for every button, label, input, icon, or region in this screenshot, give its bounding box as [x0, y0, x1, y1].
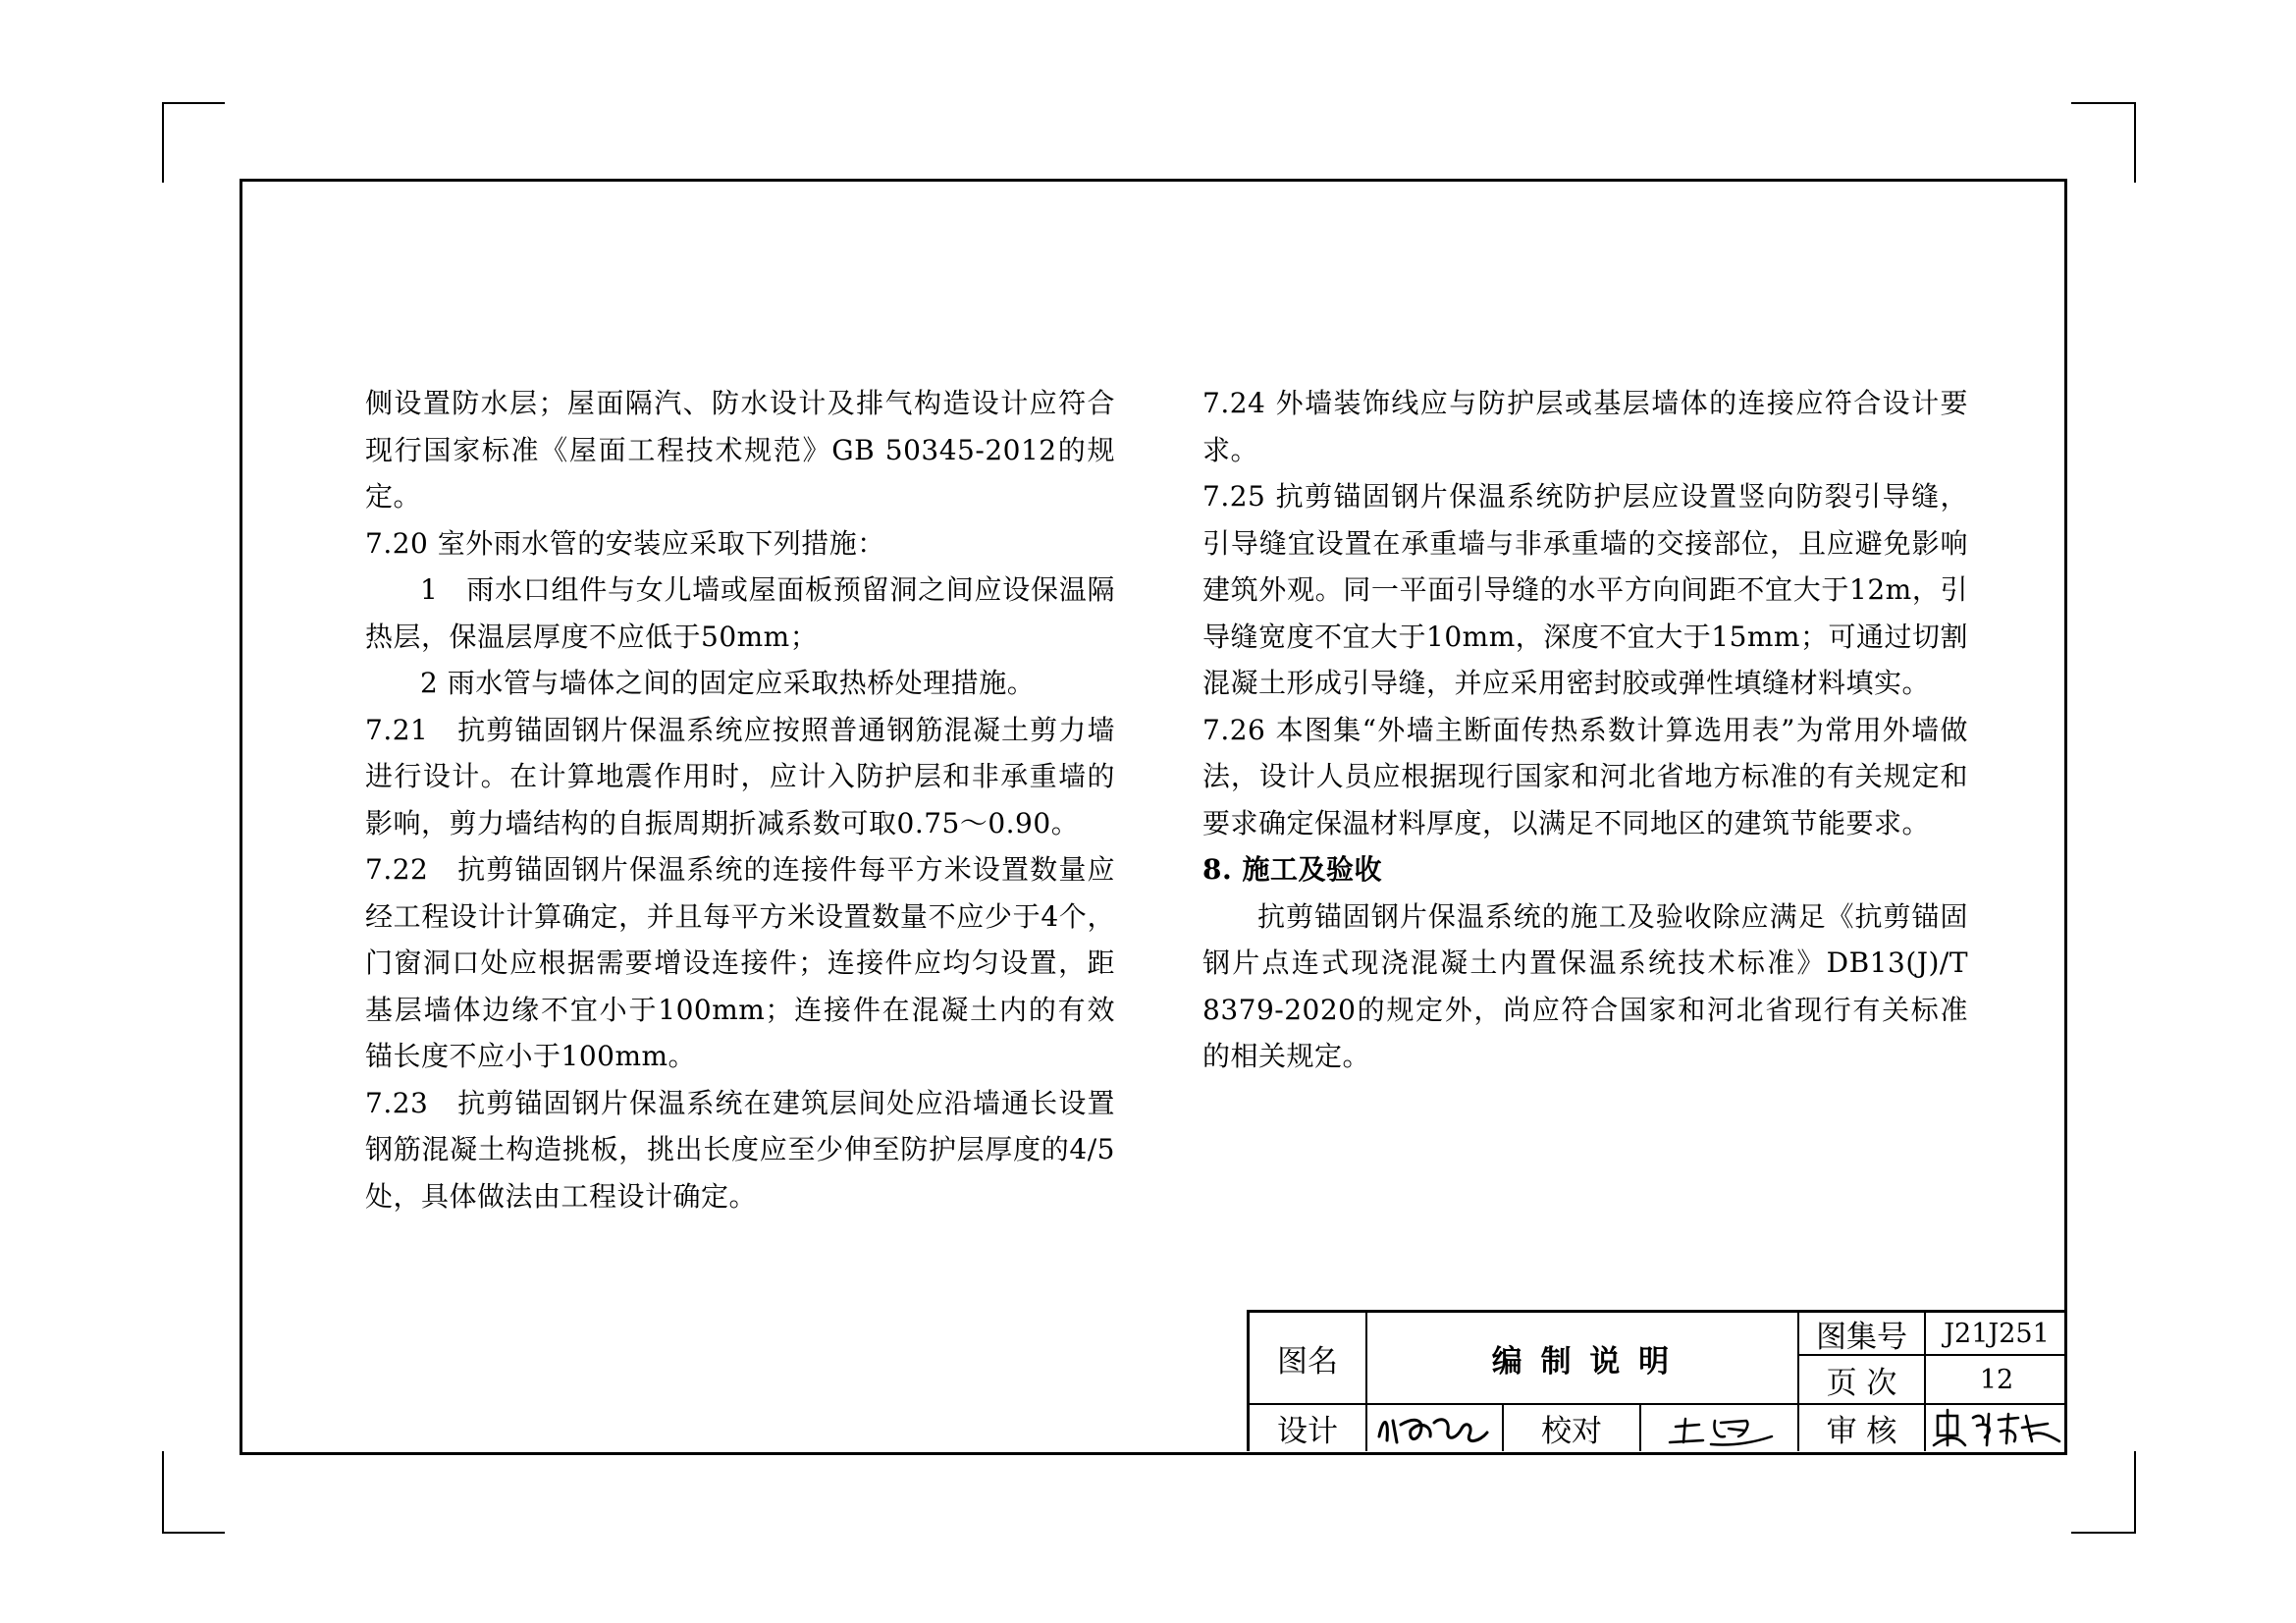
paragraph: 7.21 抗剪锚固钢片保温系统应按照普通钢筋混凝土剪力墙进行设计。在计算地震作用时，应计入防护层和非承重墙的影响，剪力墙结构的自振周期折减系数可取0.75～0.90。: [365, 713, 1115, 839]
check-signature: [1641, 1405, 1797, 1451]
paragraph: 2 雨水管与墙体之间的固定应采取热桥处理措施。: [420, 667, 1036, 699]
check-label: 校对: [1541, 1414, 1602, 1449]
atlas-number: J21J251: [1944, 1318, 2050, 1349]
paragraph: 7.25 抗剪锚固钢片保温系统防护层应设置竖向防裂引导缝，引导缝宜设置在承重墙与非承重墙的交接部位，且应避免影响建筑外观。同一平面引导缝的水平方向间距不宜大于12m，引导缝宽度不宜大于10mm，深度不宜大于15mm；可通过切割混凝土形成引导缝，并应采用密封胶或弹性填缝材料填实。: [1202, 480, 1968, 699]
paragraph: 7.22 抗剪锚固钢片保温系统的连接件每平方米设置数量应经工程设计计算确定，并且每平方米设置数量不应少于4个，门窗洞口处应根据需要增设连接件；连接件应均匀设置，距基层墙体边缘不宜小于100mm；连接件在混凝土内的有效锚长度不应小于100mm。: [365, 853, 1115, 1072]
drawing-name-label: 图名: [1277, 1343, 1338, 1380]
paragraph: 侧设置防水层；屋面隔汽、防水设计及排气构造设计应符合现行国家标准《屋面工程技术规范》GB 50345-2012的规定。: [365, 387, 1115, 513]
text-column-right: [1202, 380, 1968, 1080]
crop-mark-top-left: [162, 102, 225, 183]
crop-mark-top-right: [2071, 102, 2136, 183]
text-column-left: [365, 380, 1115, 1219]
paragraph: 1 雨水口组件与女儿墙或屋面板预留洞之间应设保温隔热层，保温层厚度不应低于50mm；: [365, 573, 1115, 653]
paragraph: 7.24 外墙装饰线应与防护层或基层墙体的连接应符合设计要求。: [1202, 387, 1968, 466]
section-heading: 8. 施工及验收: [1202, 853, 1382, 886]
design-signature: [1367, 1405, 1502, 1451]
page-number: 12: [1979, 1364, 2014, 1395]
title-block: [1247, 1310, 2064, 1451]
paragraph: 7.23 抗剪锚固钢片保温系统在建筑层间处应沿墙通长设置钢筋混凝土构造挑板，挑出长度应至少伸至防护层厚度的4/5处，具体做法由工程设计确定。: [365, 1086, 1115, 1213]
review-label: 审 核: [1826, 1414, 1897, 1449]
paragraph: 7.20 室外雨水管的安装应采取下列措施：: [365, 526, 885, 560]
atlas-number-label: 图集号: [1816, 1319, 1907, 1355]
drawing-name: 编 制 说 明: [1491, 1343, 1674, 1380]
paragraph: 抗剪锚固钢片保温系统的施工及验收除应满足《抗剪锚固钢片点连式现浇混凝土内置保温系统技术标准》DB13(J)/T 8379-2020的规定外，尚应符合国家和河北省现行有关标准的相关规定。: [1202, 899, 1968, 1072]
crop-mark-bottom-left: [162, 1451, 225, 1534]
crop-mark-bottom-right: [2071, 1451, 2136, 1534]
page-label: 页 次: [1826, 1365, 1897, 1401]
review-signature: [1926, 1405, 2067, 1451]
design-label: 设计: [1277, 1414, 1338, 1449]
paragraph: 7.26 本图集“外墙主断面传热系数计算选用表”为常用外墙做法，设计人员应根据现行国家和河北省地方标准的有关规定和要求确定保温材料厚度，以满足不同地区的建筑节能要求。: [1202, 713, 1968, 839]
